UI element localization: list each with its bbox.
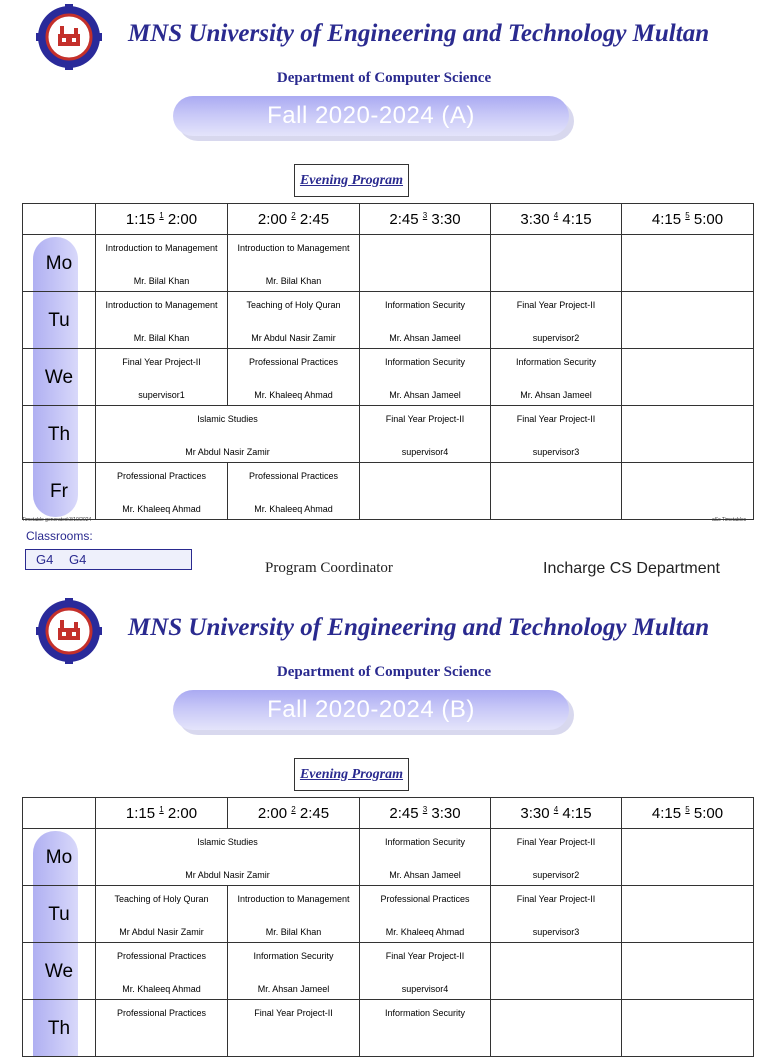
lesson: [96, 235, 227, 291]
lesson-cell: [228, 235, 360, 292]
period-header: [96, 204, 228, 235]
lesson-cell: [360, 943, 491, 1000]
lesson: [96, 406, 359, 462]
period-number: 4: [553, 804, 559, 814]
period-end: 2:00: [167, 804, 198, 822]
day-label: Th: [47, 1017, 71, 1039]
period-header: [491, 798, 622, 829]
lesson-subject: Final Year Project-II: [385, 414, 465, 424]
lesson-subject: Final Year Project-II: [516, 300, 596, 310]
lesson-subject: Introduction to Management: [105, 300, 218, 310]
lesson-subject: Information Security: [384, 300, 466, 310]
classrooms-box: G4 G4: [25, 549, 192, 570]
lesson: [228, 1000, 359, 1056]
lesson: [96, 292, 227, 348]
period-end: 3:30: [431, 210, 461, 228]
lesson-cell: [491, 829, 622, 886]
period-start: 1:15: [125, 804, 156, 822]
period-start: 1:15: [125, 210, 156, 228]
generated-note: Timetable generated:3/10/2024: [22, 517, 92, 523]
day-label: Tu: [48, 309, 70, 331]
day-row: [23, 943, 754, 1000]
lesson-teacher: Mr. Ahsan Jameel: [520, 390, 592, 400]
lesson: [491, 292, 621, 348]
day-cell: [23, 829, 96, 886]
lesson-cell: [228, 349, 360, 406]
lesson: [228, 292, 359, 348]
lesson: [228, 349, 359, 405]
lesson-cell: [96, 829, 360, 886]
lesson-cell: [622, 943, 754, 1000]
lesson-subject: Introduction to Management: [105, 243, 218, 253]
lesson-subject: Final Year Project-II: [254, 1008, 333, 1018]
lesson-cell: [622, 886, 754, 943]
lesson-cell: [491, 235, 622, 292]
period-start: 2:45: [389, 804, 419, 822]
lesson-cell: [96, 406, 360, 463]
lesson-teacher: supervisor2: [532, 333, 580, 343]
day-row: [23, 886, 754, 943]
day-label: Mo: [45, 252, 73, 274]
lesson: [491, 349, 621, 405]
lesson-cell: [622, 235, 754, 292]
lesson-subject: Islamic Studies: [197, 837, 258, 847]
lesson-subject: Professional Practices: [116, 471, 207, 481]
lesson-cell: [491, 406, 622, 463]
day-row: [23, 292, 754, 349]
lesson-teacher: Mr. Khaleeq Ahmad: [254, 390, 333, 400]
day-label: Mo: [45, 846, 73, 868]
lesson: [96, 463, 227, 519]
lesson-teacher: supervisor3: [532, 447, 580, 457]
header-row: [23, 204, 754, 235]
department-title: Department of Computer Science: [276, 664, 492, 680]
lesson-teacher: Mr. Khaleeq Ahmad: [385, 927, 465, 937]
lesson-subject: Professional Practices: [248, 357, 339, 367]
lesson-cell: [360, 292, 491, 349]
lesson-cell: [622, 292, 754, 349]
section-banner: Fall 2020-2024 (A): [173, 96, 569, 136]
lesson-teacher: supervisor3: [532, 927, 580, 937]
incharge-cs: Incharge CS Department: [543, 560, 720, 577]
period-number: 3: [422, 210, 428, 220]
day-cell: [23, 235, 96, 292]
classrooms-label: Classrooms:: [26, 529, 93, 543]
period-header: [360, 204, 491, 235]
day-label: Tu: [48, 903, 70, 925]
lesson-subject: Final Year Project-II: [516, 894, 596, 904]
lesson-cell: [360, 463, 491, 520]
lesson: [228, 463, 359, 519]
lesson: [228, 943, 359, 999]
period-end: 4:15: [562, 210, 592, 228]
period-header: [228, 204, 360, 235]
period-number: 1: [159, 804, 164, 814]
period-header: [491, 204, 622, 235]
lesson-cell: [622, 406, 754, 463]
day-row: [23, 463, 754, 520]
day-cell: [23, 463, 96, 520]
period-start: 3:30: [520, 210, 550, 228]
lesson-teacher: Mr. Ahsan Jameel: [389, 870, 461, 880]
lesson-cell: [228, 463, 360, 520]
period-end: 2:45: [299, 804, 330, 822]
lesson-cell: [491, 1000, 622, 1057]
program-coordinator: Program Coordinator: [265, 560, 393, 576]
period-start: 2:00: [257, 804, 288, 822]
lesson-teacher: Mr. Ahsan Jameel: [389, 390, 461, 400]
lesson: [228, 886, 359, 942]
lesson-cell: [96, 349, 228, 406]
lesson-subject: Information Security: [253, 951, 334, 961]
lesson-teacher: Mr. Bilal Khan: [265, 276, 322, 286]
lesson-subject: Final Year Project-II: [122, 357, 201, 367]
lesson-subject: Information Security: [384, 837, 466, 847]
lesson-cell: [622, 1000, 754, 1057]
period-header: [360, 798, 491, 829]
lesson-teacher: supervisor4: [401, 447, 449, 457]
lesson-teacher: Mr Abdul Nasir Zamir: [185, 870, 270, 880]
lesson: [491, 886, 621, 942]
period-number: 3: [422, 804, 428, 814]
lesson: [360, 943, 490, 999]
day-cell: [23, 943, 96, 1000]
period-number: 2: [291, 804, 296, 814]
lesson-cell: [491, 292, 622, 349]
period-start: 4:15: [651, 804, 682, 822]
day-row: [23, 406, 754, 463]
day-label: We: [44, 366, 74, 388]
day-cell: [23, 886, 96, 943]
lesson-subject: Professional Practices: [248, 471, 339, 481]
period-start: 2:45: [389, 210, 419, 228]
period-start: 3:30: [520, 804, 550, 822]
lesson-teacher: Mr. Ahsan Jameel: [257, 984, 330, 994]
lesson-teacher: Mr. Bilal Khan: [133, 333, 190, 343]
lesson: [360, 349, 490, 405]
lesson-cell: [622, 463, 754, 520]
lesson: [96, 829, 359, 885]
day-label: Fr: [50, 480, 68, 502]
day-row: [23, 235, 754, 292]
lesson: [491, 406, 621, 462]
lesson-cell: [491, 349, 622, 406]
department-title: Department of Computer Science: [276, 70, 492, 86]
lesson-cell: [228, 292, 360, 349]
timetable-grid: [22, 797, 754, 1057]
program-label: Evening Program: [294, 164, 409, 197]
lesson-subject: Final Year Project-II: [516, 837, 596, 847]
lesson: [96, 886, 227, 942]
lesson: [360, 886, 490, 942]
lesson-subject: Introduction to Management: [237, 894, 350, 904]
lesson-cell: [622, 349, 754, 406]
lesson-subject: Final Year Project-II: [385, 951, 465, 961]
program-label: Evening Program: [294, 758, 409, 791]
lesson-cell: [491, 886, 622, 943]
lesson-subject: Information Security: [384, 1008, 466, 1018]
period-start: 4:15: [651, 210, 682, 228]
corner-cell: [23, 798, 96, 829]
lesson: [360, 829, 490, 885]
day-row: [23, 829, 754, 886]
day-label: We: [44, 960, 74, 982]
lesson-cell: [360, 406, 491, 463]
lesson-cell: [96, 463, 228, 520]
period-header: [228, 798, 360, 829]
lesson-cell: [228, 1000, 360, 1057]
lesson-subject: Information Security: [384, 357, 466, 367]
lesson: [228, 235, 359, 291]
lesson-teacher: supervisor2: [532, 870, 580, 880]
lesson: [360, 1000, 490, 1056]
period-number: 2: [291, 210, 296, 220]
period-end: 3:30: [431, 804, 461, 822]
day-cell: [23, 292, 96, 349]
lesson-teacher: Mr. Bilal Khan: [265, 927, 322, 937]
lesson-teacher: Mr. Khaleeq Ahmad: [122, 984, 201, 994]
lesson-cell: [96, 1000, 228, 1057]
lesson-cell: [96, 943, 228, 1000]
lesson-cell: [622, 829, 754, 886]
day-label: Th: [47, 423, 71, 445]
lesson-teacher: Mr. Khaleeq Ahmad: [254, 504, 333, 514]
lesson-teacher: Mr Abdul Nasir Zamir: [251, 333, 336, 343]
period-end: 2:45: [299, 210, 330, 228]
lesson-teacher: supervisor4: [401, 984, 449, 994]
lesson-cell: [360, 349, 491, 406]
lesson-subject: Islamic Studies: [197, 414, 258, 424]
lesson-cell: [360, 235, 491, 292]
lesson-teacher: supervisor1: [138, 390, 185, 400]
day-cell: [23, 1000, 96, 1057]
lesson-subject: Teaching of Holy Quran: [114, 894, 209, 904]
period-header: [96, 798, 228, 829]
lesson: [360, 292, 490, 348]
lesson-subject: Teaching of Holy Quran: [246, 300, 341, 310]
lesson-subject: Introduction to Management: [237, 243, 350, 253]
university-title: MNS University of Engineering and Technology Multan: [128, 20, 710, 47]
lesson-cell: [96, 292, 228, 349]
lesson: [96, 943, 227, 999]
lesson-cell: [96, 235, 228, 292]
lesson-cell: [360, 886, 491, 943]
corner-cell: [23, 204, 96, 235]
day-row: [23, 349, 754, 406]
lesson-teacher: Mr Abdul Nasir Zamir: [119, 927, 204, 937]
period-header: [622, 204, 754, 235]
university-logo: [36, 4, 102, 70]
lesson-cell: [491, 943, 622, 1000]
lesson: [491, 829, 621, 885]
lesson: [360, 406, 490, 462]
period-end: 5:00: [693, 804, 724, 822]
lesson-subject: Final Year Project-II: [516, 414, 596, 424]
period-number: 5: [685, 210, 690, 220]
period-number: 4: [553, 210, 559, 220]
university-title: MNS University of Engineering and Technology Multan: [128, 614, 710, 641]
timetable-grid: [22, 203, 754, 520]
day-cell: [23, 406, 96, 463]
period-end: 4:15: [562, 804, 592, 822]
lesson-subject: Professional Practices: [380, 894, 470, 904]
lesson-cell: [96, 886, 228, 943]
lesson-teacher: Mr. Ahsan Jameel: [389, 333, 461, 343]
university-logo: [36, 598, 102, 664]
asc-note: aSc Timetables: [712, 517, 747, 523]
lesson: [96, 1000, 227, 1056]
period-header: [622, 798, 754, 829]
day-cell: [23, 349, 96, 406]
header-row: [23, 798, 754, 829]
section-banner: Fall 2020-2024 (B): [173, 690, 569, 730]
lesson-teacher: Mr Abdul Nasir Zamir: [185, 447, 270, 457]
lesson-teacher: Mr. Bilal Khan: [133, 276, 190, 286]
lesson-cell: [228, 886, 360, 943]
lesson-subject: Professional Practices: [116, 1008, 207, 1018]
timetable-section-b: [0, 594, 768, 1039]
lesson-cell: [360, 829, 491, 886]
period-start: 2:00: [257, 210, 288, 228]
lesson-teacher: Mr. Khaleeq Ahmad: [122, 504, 201, 514]
lesson-subject: Information Security: [515, 357, 597, 367]
lesson-cell: [491, 463, 622, 520]
lesson-cell: [360, 1000, 491, 1057]
period-number: 5: [685, 804, 690, 814]
lesson-cell: [228, 943, 360, 1000]
period-end: 5:00: [693, 210, 724, 228]
lesson: [96, 349, 227, 405]
day-row: [23, 1000, 754, 1057]
period-number: 1: [159, 210, 164, 220]
period-end: 2:00: [167, 210, 198, 228]
lesson-subject: Professional Practices: [116, 951, 207, 961]
